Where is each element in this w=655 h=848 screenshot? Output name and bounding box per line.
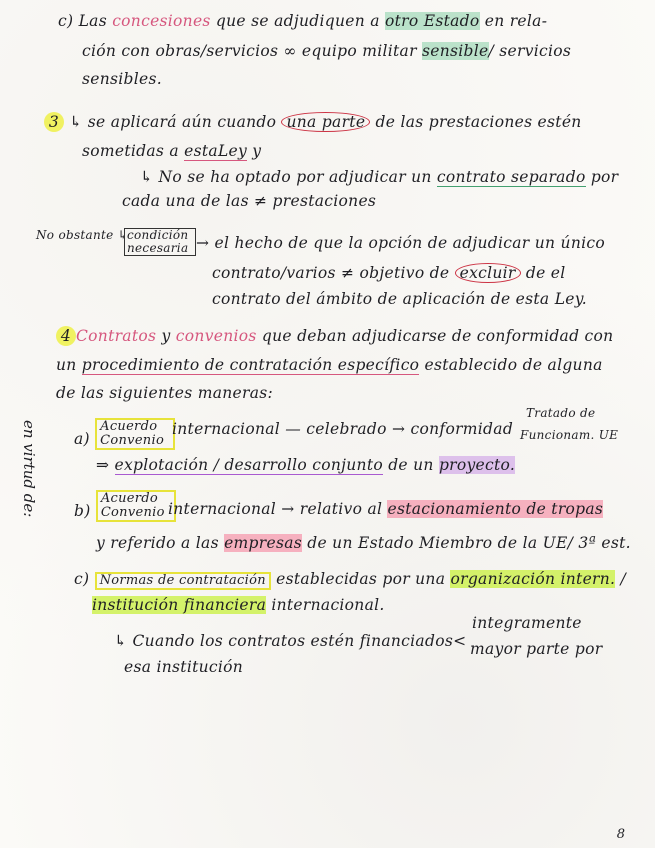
text: internacional. (266, 596, 385, 614)
text: de un (382, 456, 439, 474)
underlined-explotacion: explotación / desarrollo conjunto (114, 456, 383, 474)
item-c2-line-2 (92, 596, 385, 614)
text: → relativo al (276, 500, 388, 518)
text: / servicios (488, 42, 572, 60)
text: contrato/varios ≠ objetivo de (212, 264, 455, 282)
point-4-line-2 (56, 356, 603, 374)
contratos-term: Contratos (76, 327, 157, 345)
highlight-institucion: institución financiera (92, 596, 267, 614)
item-c-line-3: sensibles. (82, 70, 162, 88)
note-tratado: Tratado de (526, 406, 596, 420)
text: ⇒ (96, 456, 115, 474)
highlight-otro-estado: otro Estado (384, 12, 480, 30)
highlight-sensible: sensible (422, 42, 489, 60)
item-a-line-1b: internacional — celebrado → conformidad (172, 420, 514, 438)
text: sometidas a (82, 142, 185, 160)
item-a-line-2 (96, 456, 515, 474)
point-number-4: 4 (56, 326, 76, 346)
text: / (615, 570, 627, 588)
point-3-line-4: cada una de las ≠ prestaciones (122, 192, 377, 210)
vertical-en-virtud-de: en virtud de: (20, 420, 38, 518)
text: ∞ (283, 42, 297, 60)
circled-una-parte: una parte (281, 112, 370, 132)
text: y referido a las (96, 534, 225, 552)
text: ↳ No se ha optado por adjudicar un (140, 168, 437, 186)
item-c2-line-3: ↳ Cuando los contratos estén financiados< (114, 632, 467, 650)
boxed-acuerdo-convenio-a: Acuerdo Convenio (95, 418, 175, 450)
underlined-esta-ley: estaLey (184, 142, 248, 160)
point-3-line-2 (82, 142, 261, 160)
underlined-procedimiento: procedimiento de contratación específico (81, 356, 420, 374)
boxed-condicion-necesaria: condición necesaria (124, 228, 196, 256)
text: que deban adjudicarse de conformidad con (256, 327, 614, 345)
mayor-parte-note: mayor parte por (470, 640, 603, 658)
convenios-term: convenios (175, 327, 257, 345)
note-funcionam: Funcionam. UE (520, 428, 619, 442)
item-c-line-2 (82, 42, 571, 60)
item-letter: b) (74, 502, 91, 520)
concesiones-term: concesiones (112, 12, 211, 30)
item-b-line-1b (168, 500, 603, 518)
item-letter: c) (74, 570, 90, 588)
highlight-proyecto: proyecto. (438, 456, 516, 474)
item-b-line-2 (96, 534, 631, 552)
no-obstante-label: No obstante ↳ (36, 228, 129, 242)
text: y (156, 327, 176, 345)
highlight-empresas: empresas (224, 534, 303, 552)
highlight-organizacion: organización intern. (450, 570, 616, 588)
text: de las prestaciones estén (370, 113, 582, 131)
item-letter: c) (58, 12, 74, 30)
point-3-line-1 (44, 112, 582, 132)
no-obstante-line-1 (124, 228, 196, 256)
item-c2-line-4: esa institución (124, 658, 244, 676)
item-c2-line-1 (74, 570, 626, 590)
text: y (247, 142, 262, 160)
text: equipo militar (296, 42, 423, 60)
text: ↳ se aplicará aún cuando (69, 113, 282, 131)
text: en rela- (479, 12, 548, 30)
point-4-line-1 (56, 326, 613, 346)
point-number-3: 3 (44, 112, 64, 132)
text: internacional (168, 500, 277, 518)
item-b-line-1 (74, 490, 176, 522)
text: establecido de alguna (419, 356, 603, 374)
text: por (585, 168, 619, 186)
text: de un Estado Miembro de la UE/ 3ª est. (302, 534, 631, 552)
highlight-estacionamiento: estacionamiento de tropas (387, 500, 604, 518)
boxed-acuerdo-convenio-b: Acuerdo Convenio (96, 490, 176, 522)
no-obstante-line-3: contrato del ámbito de aplicación de esta Ley. (212, 290, 587, 308)
item-a-line-1 (74, 418, 175, 450)
circled-excluir: excluir (455, 263, 521, 283)
text: establecidas por una (270, 570, 451, 588)
text: que se adjudiquen a (210, 12, 385, 30)
item-letter: a) (74, 430, 90, 448)
point-4-line-3: de las siguientes maneras: (56, 384, 274, 402)
text: de el (520, 264, 566, 282)
item-c-line-1 (58, 12, 547, 30)
point-3-line-3 (140, 168, 618, 186)
text: un (56, 356, 82, 374)
boxed-normas-contratacion: Normas de contratación (95, 572, 271, 590)
integramente-note: integramente (472, 614, 582, 632)
no-obstante-line-2 (212, 264, 566, 282)
text: Las (78, 12, 113, 30)
underlined-contrato-separado: contrato separado (436, 168, 586, 186)
text: ción con obras/servicios (82, 42, 284, 60)
no-obstante-line-1b: → el hecho de que la opción de adjudicar un único (196, 234, 605, 252)
page-number: 8 (616, 827, 625, 842)
